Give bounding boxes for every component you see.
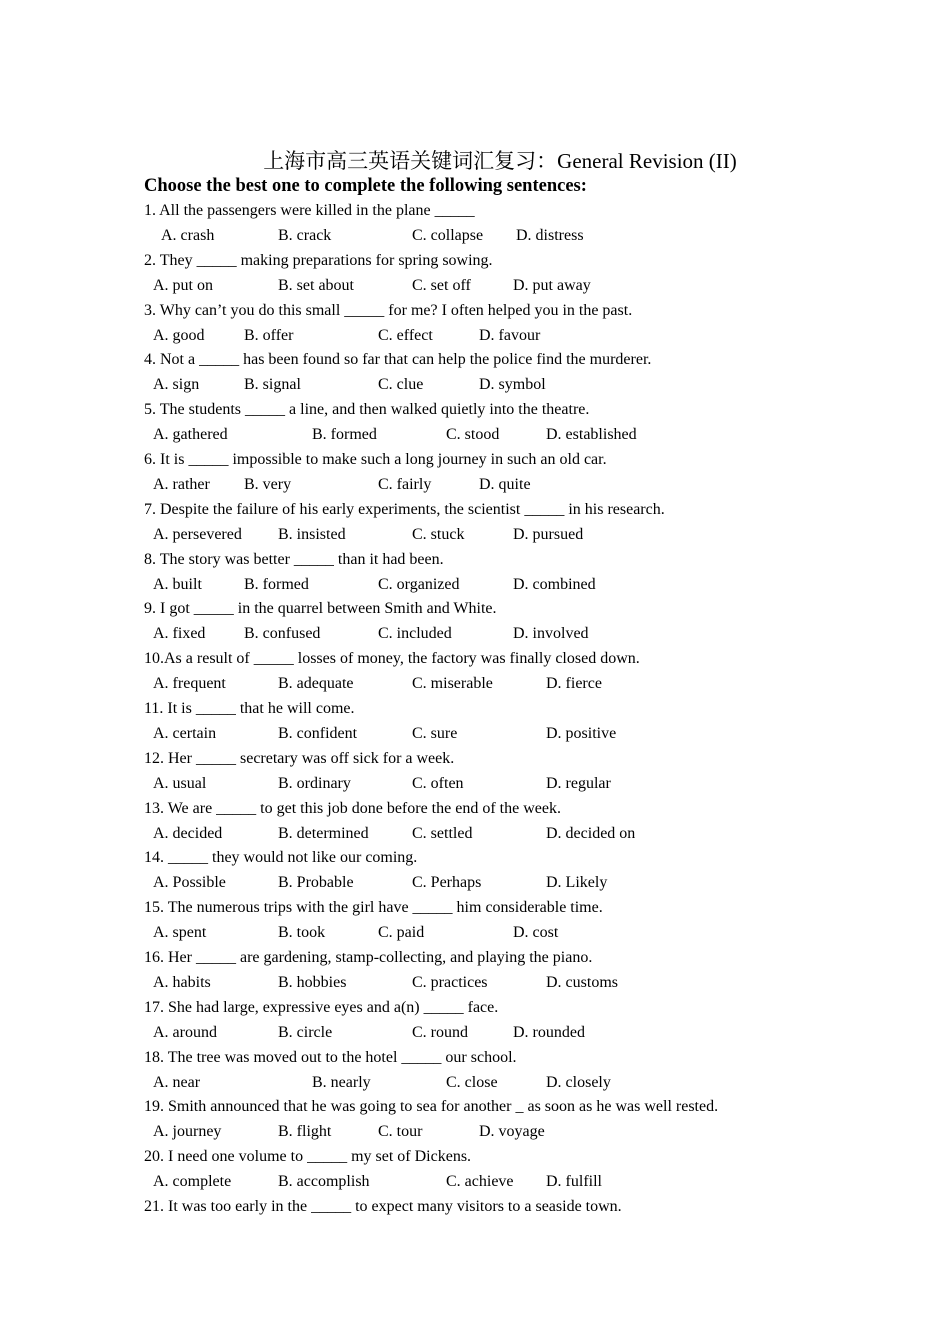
answer-option: D. fulfill — [546, 1173, 602, 1191]
answer-option: C. stood — [446, 426, 500, 444]
answer-option: B. formed — [312, 426, 377, 444]
answer-option: C. effect — [378, 326, 433, 344]
question-text: 2. They _____ making preparations for spring sowing. — [144, 251, 493, 269]
answer-option: C. included — [378, 625, 452, 643]
answer-option: D. quite — [479, 476, 531, 493]
answer-option: B. nearly — [312, 1073, 371, 1091]
answer-option: D. rounded — [513, 1023, 585, 1041]
question-text: 11. It is _____ that he will come. — [144, 700, 355, 717]
answer-option: C. stuck — [412, 525, 465, 543]
answer-option: B. confident — [278, 725, 358, 742]
question-text: 7. Despite the failure of his early experiments, the scientist _____ in his research. — [144, 500, 665, 518]
question-text: 4. Not a _____ has been found so far that can help the police find the murderer. — [144, 351, 652, 369]
answer-option: D. customs — [546, 974, 618, 991]
answer-option: C. Perhaps — [412, 874, 482, 892]
answer-option: D. pursued — [513, 525, 584, 543]
answer-option: B. confused — [244, 625, 321, 643]
answer-option: A. crash — [161, 227, 215, 244]
answer-option: B. flight — [278, 1123, 332, 1141]
question-text: 19. Smith announced that he was going to sea for another _ as soon as he was well rested. — [144, 1098, 719, 1116]
question-text: 8. The story was better _____ than it had been. — [144, 550, 444, 568]
question-text: 14. _____ they would not like our coming. — [144, 849, 418, 867]
answer-option: B. insisted — [278, 525, 346, 543]
page-title: 上海市高三英语关键词汇复习：General Revision (II) — [263, 149, 737, 173]
answer-option: A. usual — [153, 774, 207, 792]
answer-option: B. crack — [278, 227, 332, 244]
question-text: 10.As a result of _____ losses of money, the factory was finally closed down. — [144, 650, 640, 668]
answer-option: D. established — [546, 426, 637, 444]
answer-option: C. collapse — [412, 227, 484, 244]
question-text: 12. Her _____ secretary was off sick for a week. — [144, 749, 455, 767]
answer-option: A. sign — [153, 376, 200, 394]
answer-option: A. rather — [153, 476, 210, 493]
answer-option: D. decided on — [546, 824, 636, 842]
answer-option: A. built — [153, 575, 202, 593]
answer-option: A. around — [153, 1023, 217, 1041]
answer-option: B. formed — [244, 575, 309, 593]
answer-option: C. often — [412, 774, 464, 792]
answer-option: A. journey — [153, 1123, 222, 1141]
answer-option: D. symbol — [479, 376, 546, 394]
answer-option: C. fairly — [378, 476, 432, 493]
answer-option: C. round — [412, 1023, 468, 1041]
answer-option: A. spent — [153, 924, 207, 942]
answer-option: A. near — [153, 1073, 201, 1091]
answer-option: D. cost — [513, 924, 559, 942]
answer-option: B. hobbies — [278, 974, 347, 991]
answer-option: D. distress — [516, 227, 584, 244]
answer-option: A. good — [153, 326, 205, 344]
answer-option: C. miserable — [412, 675, 493, 693]
answer-option: B. accomplish — [278, 1173, 370, 1191]
answer-option: B. signal — [244, 376, 301, 394]
answer-option: A. gathered — [153, 426, 228, 444]
answer-option: A. frequent — [153, 675, 226, 693]
question-text: 6. It is _____ impossible to make such a long journey in such an old car. — [144, 451, 607, 468]
answer-option: A. put on — [153, 276, 213, 294]
answer-option: D. voyage — [479, 1123, 545, 1141]
answer-option: A. certain — [153, 725, 217, 742]
answer-option: D. involved — [513, 625, 589, 643]
answer-option: B. took — [278, 924, 326, 942]
answer-option: C. settled — [412, 824, 473, 842]
answer-option: C. sure — [412, 725, 458, 742]
answer-option: C. achieve — [446, 1173, 514, 1191]
answer-option: D. Likely — [546, 874, 608, 892]
answer-option: B. offer — [244, 326, 294, 344]
answer-option: B. set about — [278, 276, 354, 294]
answer-option: A. fixed — [153, 625, 206, 643]
answer-option: D. positive — [546, 725, 617, 742]
answer-option: D. put away — [513, 276, 591, 294]
question-text: 9. I got _____ in the quarrel between Smith and White. — [144, 600, 497, 618]
question-text: 1. All the passengers were killed in the plane _____ — [144, 202, 475, 219]
answer-option: B. Probable — [278, 874, 354, 892]
question-text: 3. Why can’t you do this small _____ for me? I often helped you in the past. — [144, 301, 633, 319]
question-text: 16. Her _____ are gardening, stamp-collecting, and playing the piano. — [144, 949, 593, 966]
answer-option: A. persevered — [153, 525, 242, 543]
question-text: 18. The tree was moved out to the hotel _____ our school. — [144, 1048, 517, 1066]
answer-option: C. clue — [378, 376, 424, 394]
question-text: 20. I need one volume to _____ my set of Dickens. — [144, 1148, 472, 1166]
question-text: 21. It was too early in the _____ to expect many visitors to a seaside town. — [144, 1198, 622, 1215]
answer-option: B. very — [244, 476, 292, 493]
answer-option: D. closely — [546, 1073, 611, 1091]
answer-option: C. organized — [378, 575, 460, 593]
answer-option: C. paid — [378, 924, 425, 942]
answer-option: C. tour — [378, 1123, 423, 1141]
answer-option: D. favour — [479, 326, 541, 344]
question-text: 13. We are _____ to get this job done before the end of the week. — [144, 799, 561, 817]
answer-option: B. adequate — [278, 675, 354, 693]
answer-option: A. complete — [153, 1173, 232, 1191]
answer-option: A. decided — [153, 824, 223, 842]
instructions: Choose the best one to complete the following sentences: — [144, 176, 587, 196]
answer-option: D. regular — [546, 774, 611, 792]
answer-option: B. determined — [278, 824, 369, 842]
answer-option: B. circle — [278, 1023, 333, 1041]
answer-option: C. close — [446, 1073, 498, 1091]
question-text: 17. She had large, expressive eyes and a(n) _____ face. — [144, 998, 499, 1016]
answer-option: C. set off — [412, 276, 471, 294]
answer-option: A. habits — [153, 974, 211, 991]
answer-option: B. ordinary — [278, 774, 351, 792]
answer-option: A. Possible — [153, 874, 226, 892]
question-text: 5. The students _____ a line, and then walked quietly into the theatre. — [144, 401, 590, 419]
answer-option: D. combined — [513, 575, 596, 593]
answer-option: C. practices — [412, 974, 488, 991]
question-text: 15. The numerous trips with the girl have _____ him considerable time. — [144, 899, 603, 917]
answer-option: D. fierce — [546, 675, 602, 693]
